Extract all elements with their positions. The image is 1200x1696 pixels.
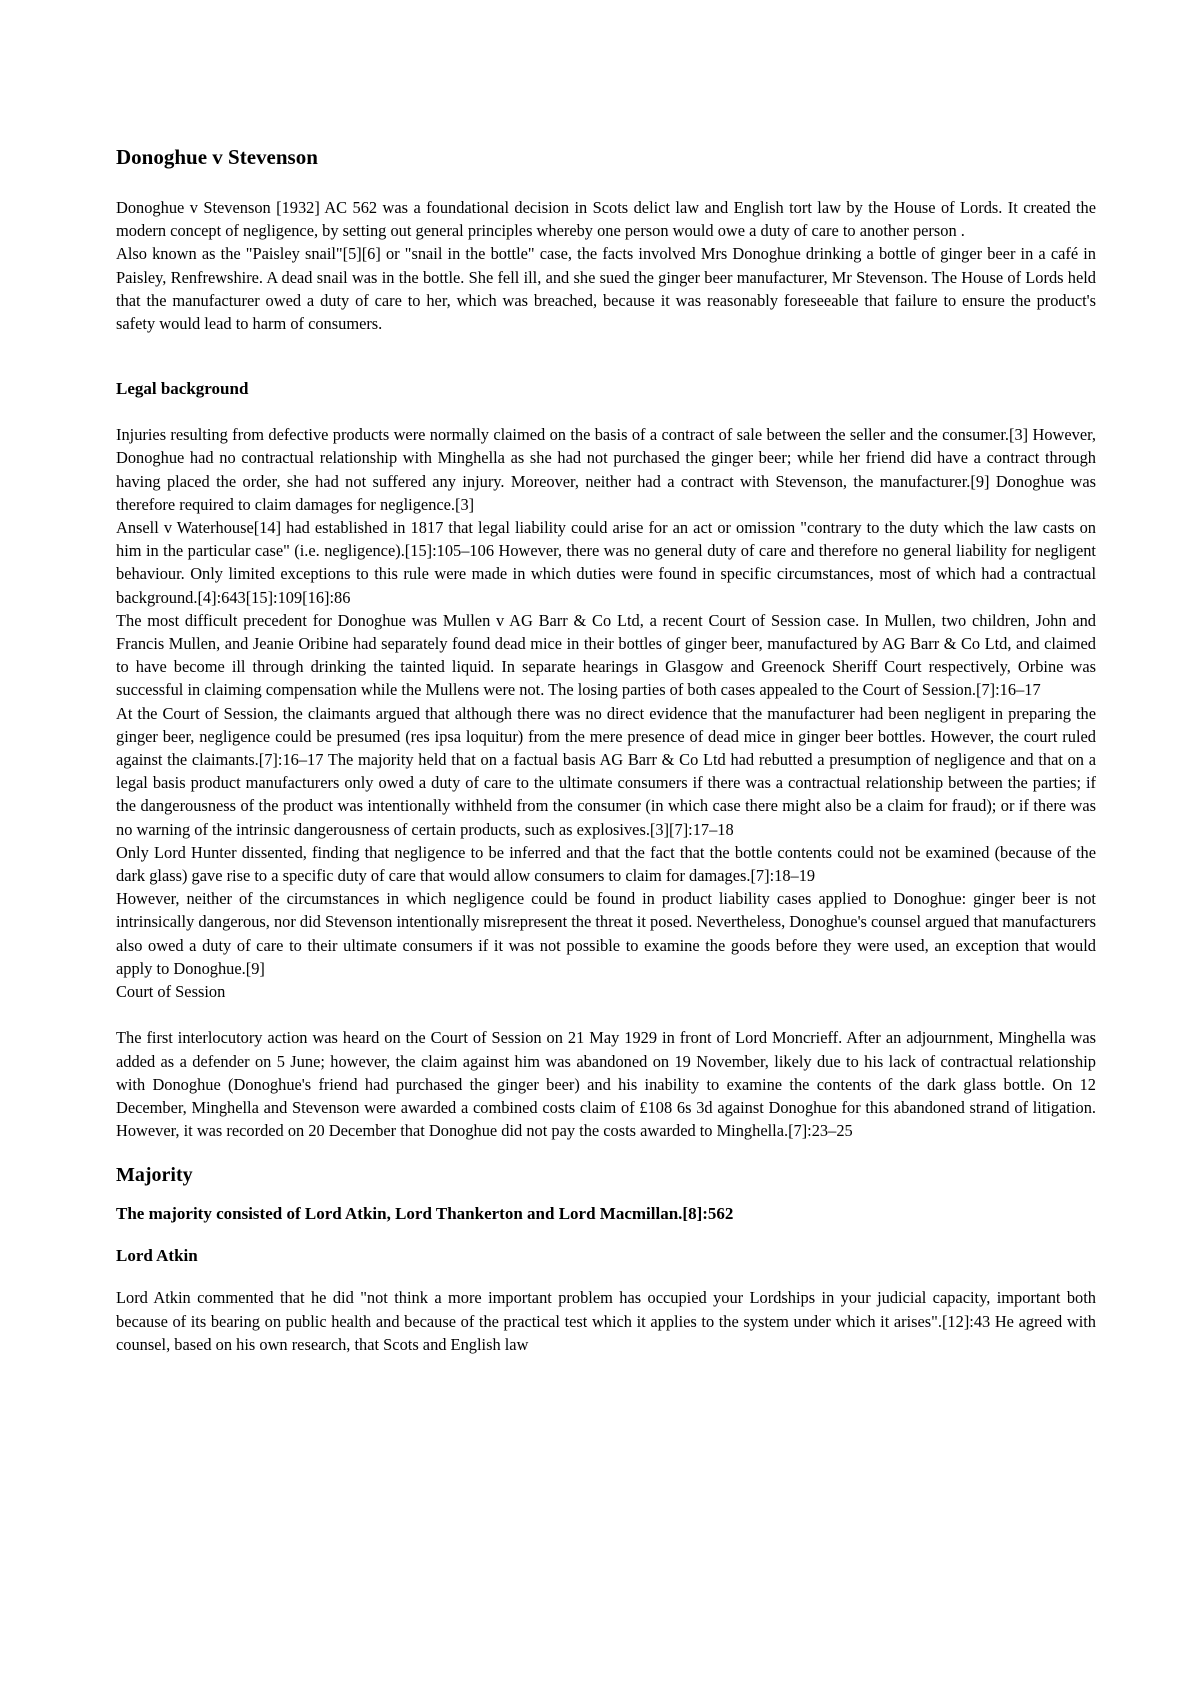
legal-background-paragraph-4: At the Court of Session, the claimants argued that although there was no direct evidence that the manufacturer had been negligent in preparing the ginger beer, negligence could be presumed (res ipsa loquitur) from the mere presence of dead mice in ginger beer bottles. However, the court ruled against the claimants.[7]:16–17 The majority held that on a factual basis AG Barr & Co Ltd had rebutted a presumption of negligence and that on a legal basis product manufacturers only owed a duty of care to the ultimate consumers if there was a contractual relationship between the parties; if the dangerousness of the product was intentionally withheld from the consumer (in which case there might also be a claim for fraud); or if there was no warning of the intrinsic dangerousness of certain products, such as explosives.[3][7]:17–18 [116, 703, 1096, 839]
legal-background-paragraph-5: Only Lord Hunter dissented, finding that negligence to be inferred and that the fact that the bottle contents could not be examined (because of the dark glass) gave rise to a specific duty of care that would allow consumers to claim for damages.[7]:18–19 [116, 842, 1096, 886]
document-page [116, 144, 1096, 1356]
court-of-session-paragraph: The first interlocutory action was heard on the Court of Session on 21 May 1929 in front of Lord Moncrieff. After an adjournment, Minghella was added as a defender on 5 June; however, the claim against him was abandoned on 19 November, likely due to his lack of contractual relationship with Donoghue (Donoghue's friend had purchased the ginger beer) and his inability to examine the contents of the dark glass bottle. On 12 December, Minghella and Stevenson were awarded a combined costs claim of £108 6s 3d against Donoghue for this abandoned strand of litigation. However, it was recorded on 20 December that Donoghue did not pay the costs awarded to Minghella.[7]:23–25 [116, 1028, 1096, 1141]
majority-heading: Majority [116, 1164, 193, 1187]
legal-background-paragraph-1: Injuries resulting from defective products were normally claimed on the basis of a contract of sale between the seller and the consumer.[3] However, Donoghue had no contractual relationship with Minghella as she had not purchased the ginger beer; while her friend did have a contract through having placed the order, she had not suffered any injury. Moreover, neither had a contract with Stevenson, the manufacturer.[9] Donoghue was therefore required to claim damages for negligence.[3] [116, 425, 1096, 514]
legal-background-heading: Legal background [116, 379, 249, 399]
lord-atkin-paragraph: Lord Atkin commented that he did "not think a more important problem has occupied your Lordships in your judicial capacity, important both because of its bearing on public health and because of the practical test which it applies to the system under which it arises".[12]:43 He agreed with counsel, based on his own research, that Scots and English law [116, 1288, 1096, 1354]
intro-paragraph-1: Donoghue v Stevenson [1932] AC 562 was a foundational decision in Scots delict law and English tort law by the House of Lords. It created the modern concept of negligence, by setting out general principles whereby one person would owe a duty of care to another person . [116, 198, 1096, 241]
majority-subheading: The majority consisted of Lord Atkin, Lord Thankerton and Lord Macmillan.[8]:562 [116, 1204, 734, 1224]
legal-background-paragraph-6: However, neither of the circumstances in which negligence could be found in product liability cases applied to Donoghue: ginger beer is not intrinsically dangerous, nor did Stevenson intentionally misrepresent the threat it posed. Nevertheless, Donoghue's counsel argued that manufacturers also owed a duty of care to their ultimate consumers if it was not possible to examine the goods before they were used, an exception that would apply to Donoghue.[9] [116, 889, 1096, 978]
court-of-session-label: Court of Session [116, 982, 226, 1002]
legal-background-paragraph-3: The most difficult precedent for Donoghue was Mullen v AG Barr & Co Ltd, a recent Court of Session case. In Mullen, two children, John and Francis Mullen, and Jeanie Oribine had separately found dead mice in their bottles of ginger beer, manufactured by AG Barr & Co Ltd, and claimed to have become ill through drinking the tainted liquid. In separate hearings in Glasgow and Greenock Sheriff Court respectively, Orbine was successful in claiming compensation while the Mullens were not. The losing parties of both cases appealed to the Court of Session.[7]:16–17 [116, 610, 1096, 700]
document-title: Donoghue v Stevenson [116, 145, 318, 169]
lord-atkin-heading: Lord Atkin [116, 1246, 198, 1266]
intro-paragraph-2: Also known as the "Paisley snail"[5][6] or "snail in the bottle" case, the facts involved Mrs Donoghue drinking a bottle of ginger beer in a café in Paisley, Renfrewshire. A dead snail was in the bottle. She fell ill, and she sued the ginger beer manufacturer, Mr Stevenson. The House of Lords held that the manufacturer owed a duty of care to her, which was breached, because it was reasonably foreseeable that failure to ensure the product's safety would lead to harm of consumers. [116, 244, 1096, 334]
legal-background-paragraph-2: Ansell v Waterhouse[14] had established in 1817 that legal liability could arise for an act or omission "contrary to the duty which the law casts on him in the particular case" (i.e. negligence).[15]:105–106 However, there was no general duty of care and therefore no general liability for negligent behaviour. Only limited exceptions to this rule were made in which duties were found in specific circumstances, most of which had a contractual background.[4]:643[15]:109[16]:86 [116, 518, 1096, 607]
